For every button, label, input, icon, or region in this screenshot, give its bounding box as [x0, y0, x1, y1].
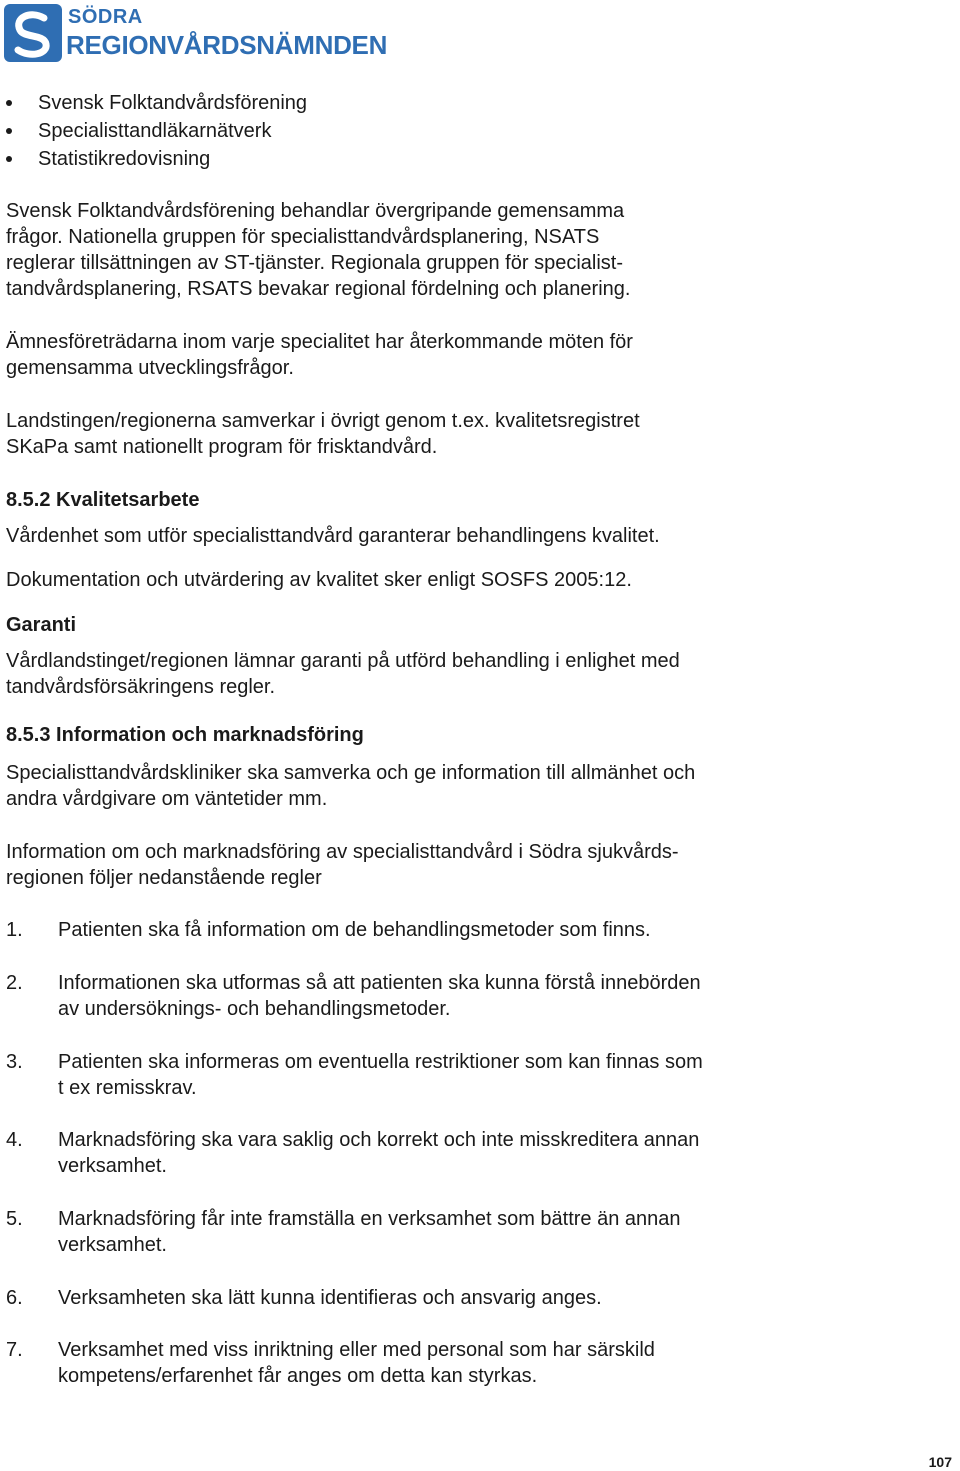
- paragraph-amnesforetradare: Ämnesföreträdarna inom varje specialitet har återkommande möten för gemensamma utvecklingsfrågor.: [6, 331, 633, 379]
- section-heading-kvalitetsarbete: 8.5.2 Kvalitetsarbete: [6, 489, 200, 511]
- list-item-number: 5.: [6, 1208, 23, 1230]
- bullet-icon: [6, 156, 12, 162]
- section-heading-information: 8.5.3 Information och marknadsföring: [6, 724, 364, 746]
- list-item-number: 7.: [6, 1339, 23, 1361]
- list-item-text: Verksamhet med viss inriktning eller med personal som har särskild kompetens/erfarenhet får anges om detta kan styrkas.: [58, 1339, 655, 1387]
- list-item-number: 6.: [6, 1287, 23, 1309]
- paragraph-landstingen: Landstingen/regionerna samverkar i övrigt genom t.ex. kvalitetsregistret SKaPa samt nationellt program för frisktandvård.: [6, 410, 640, 458]
- list-item-number: 4.: [6, 1129, 23, 1151]
- paragraph-folktandvard: Svensk Folktandvårdsförening behandlar övergripande gemensamma frågor. Nationella gruppen för specialisttandvårdsplanering, NSATS reglerar tillsättningen av ST-tjänster. Regionala gruppen för specialist- tandvårdsplanering, RSATS bevakar regional fördelning och planering.: [6, 200, 631, 300]
- logo-text-regionvardsnamnden: REGIONVÅRDSNÄMNDEN: [66, 30, 388, 60]
- bullet-icon: [6, 128, 12, 134]
- list-item-text: Marknadsföring ska vara saklig och korrekt och inte misskreditera annan verksamhet.: [58, 1129, 700, 1177]
- bullet-item: Statistikredovisning: [0, 145, 900, 173]
- page-number: 107: [928, 1454, 952, 1470]
- sub-heading-garanti: Garanti: [6, 614, 77, 636]
- logo-mark-icon: [4, 4, 62, 62]
- bullet-icon: [6, 100, 12, 106]
- paragraph-information-regler: Information om och marknadsföring av specialisttandvård i Södra sjukvårds- regionen följer nedanstående regler: [6, 841, 679, 889]
- logo-text-sodra: SÖDRA: [68, 6, 143, 28]
- list-item-text: Patienten ska informeras om eventuella restriktioner som kan finnas som t ex remisskrav.: [58, 1051, 703, 1099]
- list-item-text: Patienten ska få information om de behandlingsmetoder som finns.: [58, 919, 651, 941]
- list-item-number: 2.: [6, 972, 23, 994]
- list-item-number: 3.: [6, 1051, 23, 1073]
- paragraph-vardenhet: Vårdenhet som utför specialisttandvård garanterar behandlingens kvalitet.: [6, 525, 660, 547]
- list-item-text: Marknadsföring får inte framställa en verksamhet som bättre än annan verksamhet.: [58, 1208, 681, 1256]
- list-item-text: Informationen ska utformas så att patienten ska kunna förstå innebörden av undersöknings- och behandlingsmetoder.: [58, 972, 701, 1020]
- paragraph-specialistkliniker: Specialisttandvårdskliniker ska samverka och ge information till allmänhet och andra vårdgivare om väntetider mm.: [6, 762, 696, 810]
- bullet-item: Specialisttandläkarnätverk: [0, 117, 900, 145]
- paragraph-garanti: Vårdlandstinget/regionen lämnar garanti på utförd behandling i enlighet med tandvårdsförsäkringens regler.: [6, 650, 680, 698]
- list-item-number: 1.: [6, 919, 23, 941]
- list-item-text: Verksamheten ska lätt kunna identifieras och ansvarig anges.: [58, 1287, 602, 1309]
- bullet-list: [0, 89, 900, 173]
- bullet-item: Svensk Folktandvårdsförening: [0, 89, 900, 117]
- paragraph-dokumentation: Dokumentation och utvärdering av kvalitet sker enligt SOSFS 2005:12.: [6, 569, 632, 591]
